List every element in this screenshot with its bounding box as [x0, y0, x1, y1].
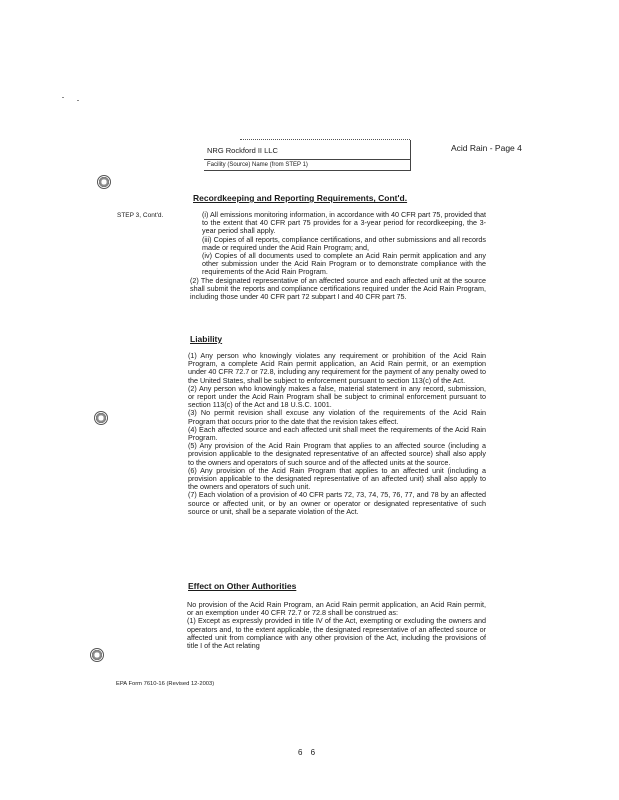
liability-item: (3) No permit revision shall excuse any violation of the requirements of the Acid Rain Program that occurs prior to the date that the revision takes effect. [188, 408, 486, 426]
effect-text [187, 601, 486, 650]
scan-speck [62, 97, 64, 98]
liability-item: (7) Each violation of a provision of 40 CFR parts 72, 73, 74, 75, 76, 77, and 78 by an affected source or affected unit, or by an owner or operator or designated representative of such source or unit, shall be a separate violation of the Act. [188, 490, 486, 516]
effect-title: Effect on Other Authorities [188, 581, 297, 591]
step-label: STEP 3, Cont'd. [117, 212, 164, 219]
company-name: NRG Rockford II LLC [207, 146, 278, 155]
recordkeeping-item: (iv) Copies of all documents used to complete an Acid Rain permit application and any other submission under the Acid Rain Program or to demonstrate compliance with the requirements of the Acid Rain Program. [202, 251, 486, 277]
liability-item: (1) Any person who knowingly violates any requirement or prohibition of the Acid Rain Program, a complete Acid Rain permit application, an Acid Rain permit, or an exemption under 40 CFR 72.7 or 72.8, including any requirement for the payment of any penalty owed to the United States, shall be subject to enforcement pursuant to section 113(c) of the Act. [188, 351, 486, 385]
section-title: Recordkeeping and Reporting Requirements, Cont'd. [193, 193, 408, 203]
page-number: 6 6 [298, 748, 319, 757]
facility-label: Facility (Source) Name (from STEP 1) [207, 162, 308, 168]
liability-title: Liability [190, 334, 223, 344]
liability-item: (5) Any provision of the Acid Rain Program that applies to an affected source (including a provision applicable to the designated representative of an affected source) shall also apply to the owners and operators of such source and of the affected units at the source. [188, 441, 486, 467]
punch-hole-icon [97, 175, 111, 189]
recordkeeping-item: (i) All emissions monitoring information, in accordance with 40 CFR part 75, provided that to the extent that 40 CFR part 75 provides for a 3-year period for recordkeeping, the 3-year period shall apply. [202, 210, 486, 236]
liability-text [188, 352, 486, 516]
punch-hole-icon [90, 648, 104, 662]
page-label: Acid Rain - Page 4 [451, 143, 522, 153]
header-mid-rule [204, 159, 410, 160]
recordkeeping-item: (iii) Copies of all reports, compliance certifications, and other submissions and all records made or required under the Acid Rain Program; and, [202, 234, 486, 252]
scan-speck [77, 100, 79, 101]
effect-item: (1) Except as expressly provided in title IV of the Act, exempting or excluding the owners and operators and, to the extent applicable, the designated representative of an affected source or affected unit from compliance with any other provision of the Act, including the provisions of title I of the Act relating [187, 616, 486, 651]
effect-item: No provision of the Acid Rain Program, an Acid Rain permit application, an Acid Rain permit, or an exemption under 40 CFR 72.7 or 72.8 shall be construed as: [187, 600, 486, 618]
liability-item: (4) Each affected source and each affected unit shall meet the requirements of the Acid Rain Program. [188, 424, 486, 443]
liability-item: (6) Any provision of the Acid Rain Program that applies to an affected unit (including a provision applicable to the designated representative of an affected unit) shall also apply to the owners and operators of such unit. [188, 465, 486, 492]
recordkeeping-text [190, 211, 486, 301]
form-number: EPA Form 7610-16 (Revised 12-2003) [116, 681, 215, 687]
punch-hole-icon [94, 411, 108, 425]
liability-item: (2) Any person who knowingly makes a false, material statement in any record, submission, or report under the Acid Rain Program shall be subject to criminal enforcement pursuant to section 113(c) of the Act and 18 U.S.C. 1001. [188, 383, 486, 410]
recordkeeping-item: (2) The designated representative of an affected source and each affected unit at the source shall submit the reports and compliance certifications required under the Acid Rain Program, including those under 40 CFR part 72 subpart I and 40 CFR part 75. [190, 275, 486, 302]
